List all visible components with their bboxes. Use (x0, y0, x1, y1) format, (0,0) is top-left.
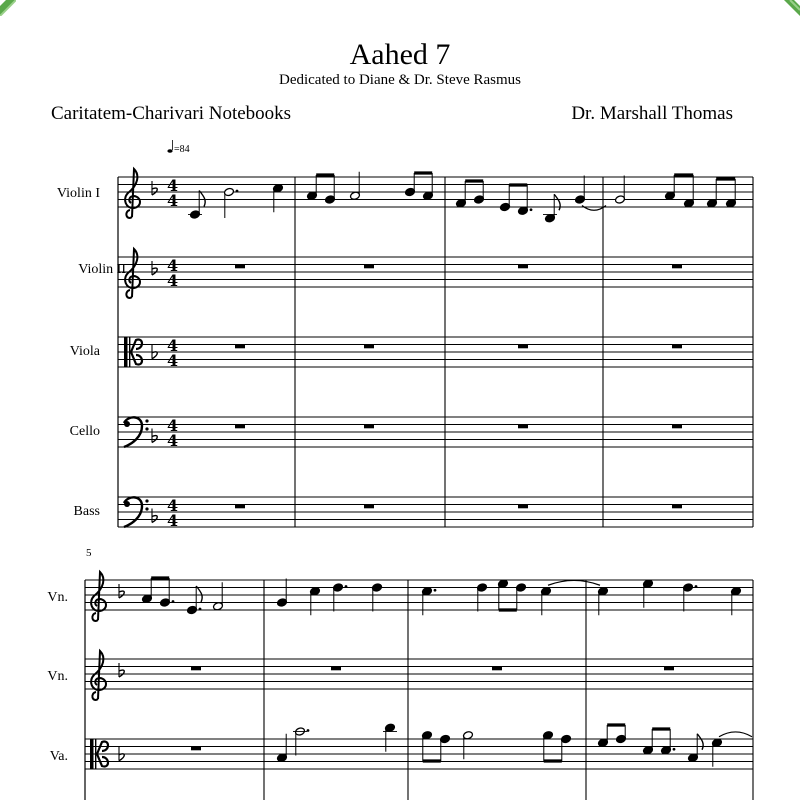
whole-rest (235, 265, 245, 269)
flat-icon (152, 181, 157, 195)
flat-icon (152, 261, 157, 275)
svg-text:4: 4 (167, 431, 179, 450)
svg-text:4: 4 (167, 271, 179, 290)
whole-rest (364, 345, 374, 349)
note (541, 587, 552, 616)
flat-icon (152, 345, 157, 359)
note (518, 185, 533, 215)
whole-rest (518, 265, 528, 269)
note (643, 579, 654, 608)
svg-text:4: 4 (167, 256, 179, 275)
treble-clef-icon (125, 249, 140, 298)
whole-rest (518, 505, 528, 509)
instrument-name-vn-2: Vn. (47, 669, 68, 684)
treble-clef-icon (125, 169, 140, 218)
note (142, 578, 153, 603)
instrument-name-violin-2: Violin II (78, 262, 126, 277)
whole-rest (364, 425, 374, 429)
instrument-name-viola: Viola (69, 344, 100, 359)
instrument-name-va: Va. (49, 749, 68, 764)
whole-rest (191, 747, 201, 751)
page-title: Aahed 7 (349, 38, 451, 71)
whole-rest (672, 265, 682, 269)
note (598, 587, 609, 616)
whole-rest (235, 425, 245, 429)
whole-rest (518, 345, 528, 349)
whole-rest (235, 345, 245, 349)
note (350, 172, 361, 201)
page-subtitle: Dedicated to Diane & Dr. Steve Rasmus (278, 72, 522, 88)
note (187, 586, 203, 615)
treble-clef-icon (91, 572, 106, 621)
note (277, 579, 288, 608)
note (575, 176, 586, 205)
flat-icon (152, 429, 157, 443)
whole-rest (672, 345, 682, 349)
note (561, 734, 572, 761)
time-signature (167, 336, 178, 370)
composer-label: Dr. Marshall Thomas (571, 103, 733, 124)
note (707, 179, 718, 208)
svg-text:4: 4 (167, 511, 179, 530)
whole-rest (191, 667, 201, 671)
note (372, 583, 383, 612)
whole-rest (672, 425, 682, 429)
note (273, 184, 284, 213)
whole-rest (492, 667, 502, 671)
svg-text:4: 4 (167, 416, 179, 435)
note (325, 175, 336, 204)
note (463, 731, 474, 760)
note (616, 725, 627, 744)
note (543, 194, 560, 223)
time-signature (167, 176, 178, 210)
flat-icon (152, 509, 157, 523)
staff-lines (85, 177, 753, 769)
svg-text:4: 4 (167, 176, 179, 195)
note (665, 175, 676, 200)
note (293, 727, 309, 756)
note (726, 179, 737, 208)
note (188, 191, 205, 220)
tempo-marking: =84 (174, 144, 190, 155)
note (477, 583, 488, 612)
note (712, 738, 723, 767)
note (333, 583, 348, 612)
note (310, 587, 321, 616)
note (224, 187, 239, 218)
instrument-name-vn-1: Vn. (47, 590, 68, 605)
whole-rest (664, 667, 674, 671)
measure-number: 5 (86, 547, 92, 559)
note (643, 729, 654, 755)
svg-text:4: 4 (167, 351, 179, 370)
treble-clef-icon (91, 651, 106, 700)
time-signature (167, 496, 178, 530)
whole-rest (235, 505, 245, 509)
note (456, 181, 467, 208)
instrument-name-cello: Cello (69, 424, 100, 439)
tie (582, 206, 606, 211)
whole-rest (331, 667, 341, 671)
note (684, 175, 695, 208)
instrument-name-violin-1: Violin I (56, 186, 100, 201)
instrument-name-bass: Bass (73, 504, 100, 519)
lyricist-label: Caritatem-Charivari Notebooks (51, 103, 292, 124)
time-signature (167, 256, 178, 290)
whole-rest (518, 425, 528, 429)
note (383, 723, 397, 752)
whole-rest (364, 505, 374, 509)
svg-text:4: 4 (167, 496, 179, 515)
flat-icon (119, 584, 124, 598)
note (498, 579, 509, 610)
whole-rest (672, 505, 682, 509)
flat-icon (119, 663, 124, 677)
tie (719, 732, 752, 737)
note (213, 582, 224, 611)
note (307, 175, 318, 200)
note (516, 583, 527, 610)
barlines (85, 177, 753, 800)
note (683, 583, 698, 612)
svg-text:4: 4 (167, 191, 179, 210)
note (731, 587, 742, 616)
note (688, 734, 704, 763)
note (615, 176, 626, 205)
clefs (90, 169, 178, 769)
note (440, 734, 451, 761)
note (543, 731, 554, 761)
note (598, 725, 609, 747)
note (661, 729, 676, 755)
note (500, 185, 511, 212)
note (277, 734, 288, 763)
note (422, 731, 433, 761)
tempo-note-icon (167, 140, 172, 153)
svg-text:4: 4 (167, 336, 179, 355)
notes (142, 172, 752, 767)
whole-rest (364, 265, 374, 269)
tie (548, 580, 600, 585)
time-signature (167, 416, 178, 450)
flat-icon (119, 747, 124, 761)
note (422, 587, 437, 616)
